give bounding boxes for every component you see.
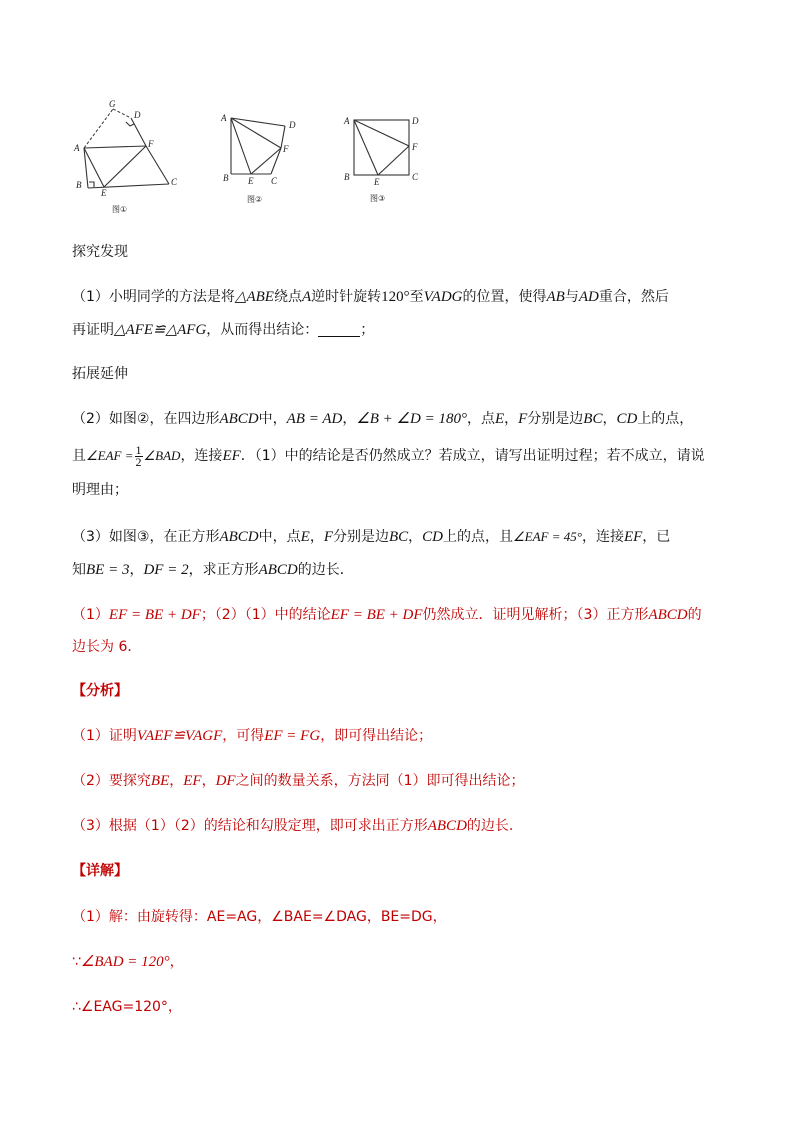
q3-line-2: 知BE = 3，DF = 2，求正方形ABCD的边长． — [72, 562, 354, 578]
answer-line-2: 边长为 6． — [72, 639, 142, 655]
q3-line-1: （3）如图③，在正方形ABCD中，点E，F分别是边BC，CD上的点，且∠EAF = 45°，连接EF，已 — [72, 529, 671, 545]
fig1-label-e: E — [101, 188, 107, 198]
fig1-label-f: F — [148, 139, 154, 149]
detail-line-1: （1）解：由旋转得：AE=AG，∠BAE=∠DAG，BE=DG， — [72, 909, 447, 925]
analysis-line-2: （2）要探究BE，EF，DF之间的数量关系，方法同（1）即可得出结论； — [72, 773, 525, 789]
fig2-label-c: C — [271, 176, 278, 186]
fig3-label-e: E — [374, 177, 380, 187]
detail-heading: 【详解】 — [72, 863, 128, 879]
section-explore: 探究发现 — [72, 244, 128, 260]
analysis-line-1: （1）证明VAEF≌VAGF，可得EF = FG，即可得出结论； — [72, 728, 433, 744]
fig3-caption: 图③ — [370, 194, 386, 203]
figure-2 — [209, 96, 319, 220]
fig3-label-b: B — [344, 172, 350, 182]
fig3-label-d: D — [412, 116, 419, 126]
q1-line-1: （1）小明同学的方法是将△ABE绕点A逆时针旋转120°至VADG的位置，使得AB与AD重合，然后 — [72, 289, 669, 305]
q2-line-2: 且∠EAF = $\frac{1}{2}$ ∠BAD，连接EF．（1）中的结论是否仍然成立？若成立，请写出证明过程；若不成立，请说 — [72, 442, 705, 469]
answer-line-1: （1）EF = BE + DF；（2）（1）中的结论EF = BE + DF仍然成立．证明见解析；（3）正方形ABCD的 — [72, 607, 702, 623]
detail-line-3: ∴∠EAG=120°， — [72, 999, 182, 1015]
fig2-label-a: A — [221, 113, 227, 123]
figure-1 — [64, 96, 194, 220]
fig3-label-f: F — [412, 142, 418, 152]
fig2-label-e: E — [248, 176, 254, 186]
q2-line-1: （2）如图②，在四边形ABCD中，AB = AD，∠B + ∠D = 180°，点E，F分别是边BC，CD上的点， — [72, 411, 694, 427]
answer-blank — [318, 322, 360, 337]
analysis-line-3: （3）根据（1）（2）的结论和勾股定理，即可求出正方形ABCD的边长. — [72, 818, 514, 834]
fig3-label-a: A — [344, 116, 350, 126]
fraction-half: $\frac{1}{2}$ — [135, 442, 142, 469]
analysis-heading: 【分析】 — [72, 683, 128, 699]
q1-line-2: 再证明△AFE≌△AFG，从而得出结论： ； — [72, 322, 375, 338]
fig1-label-b: B — [76, 180, 82, 190]
detail-line-2: ∵∠BAD = 120°， — [72, 954, 184, 970]
fig2-label-f: F — [283, 144, 289, 154]
figure-3 — [334, 96, 444, 220]
q2-line-3: 明理由； — [72, 482, 128, 498]
fig2-label-d: D — [289, 120, 296, 130]
fig1-label-c: C — [171, 177, 178, 187]
fig1-label-d: D — [134, 110, 141, 120]
fig2-caption: 图② — [247, 195, 263, 204]
fig2-label-b: B — [223, 173, 229, 183]
fig1-caption: 图① — [112, 205, 128, 214]
section-extend: 拓展延伸 — [72, 366, 128, 382]
fig1-label-a: A — [74, 143, 80, 153]
fig1-label-g: G — [109, 99, 116, 109]
figures — [64, 96, 444, 220]
fig3-label-c: C — [412, 172, 419, 182]
